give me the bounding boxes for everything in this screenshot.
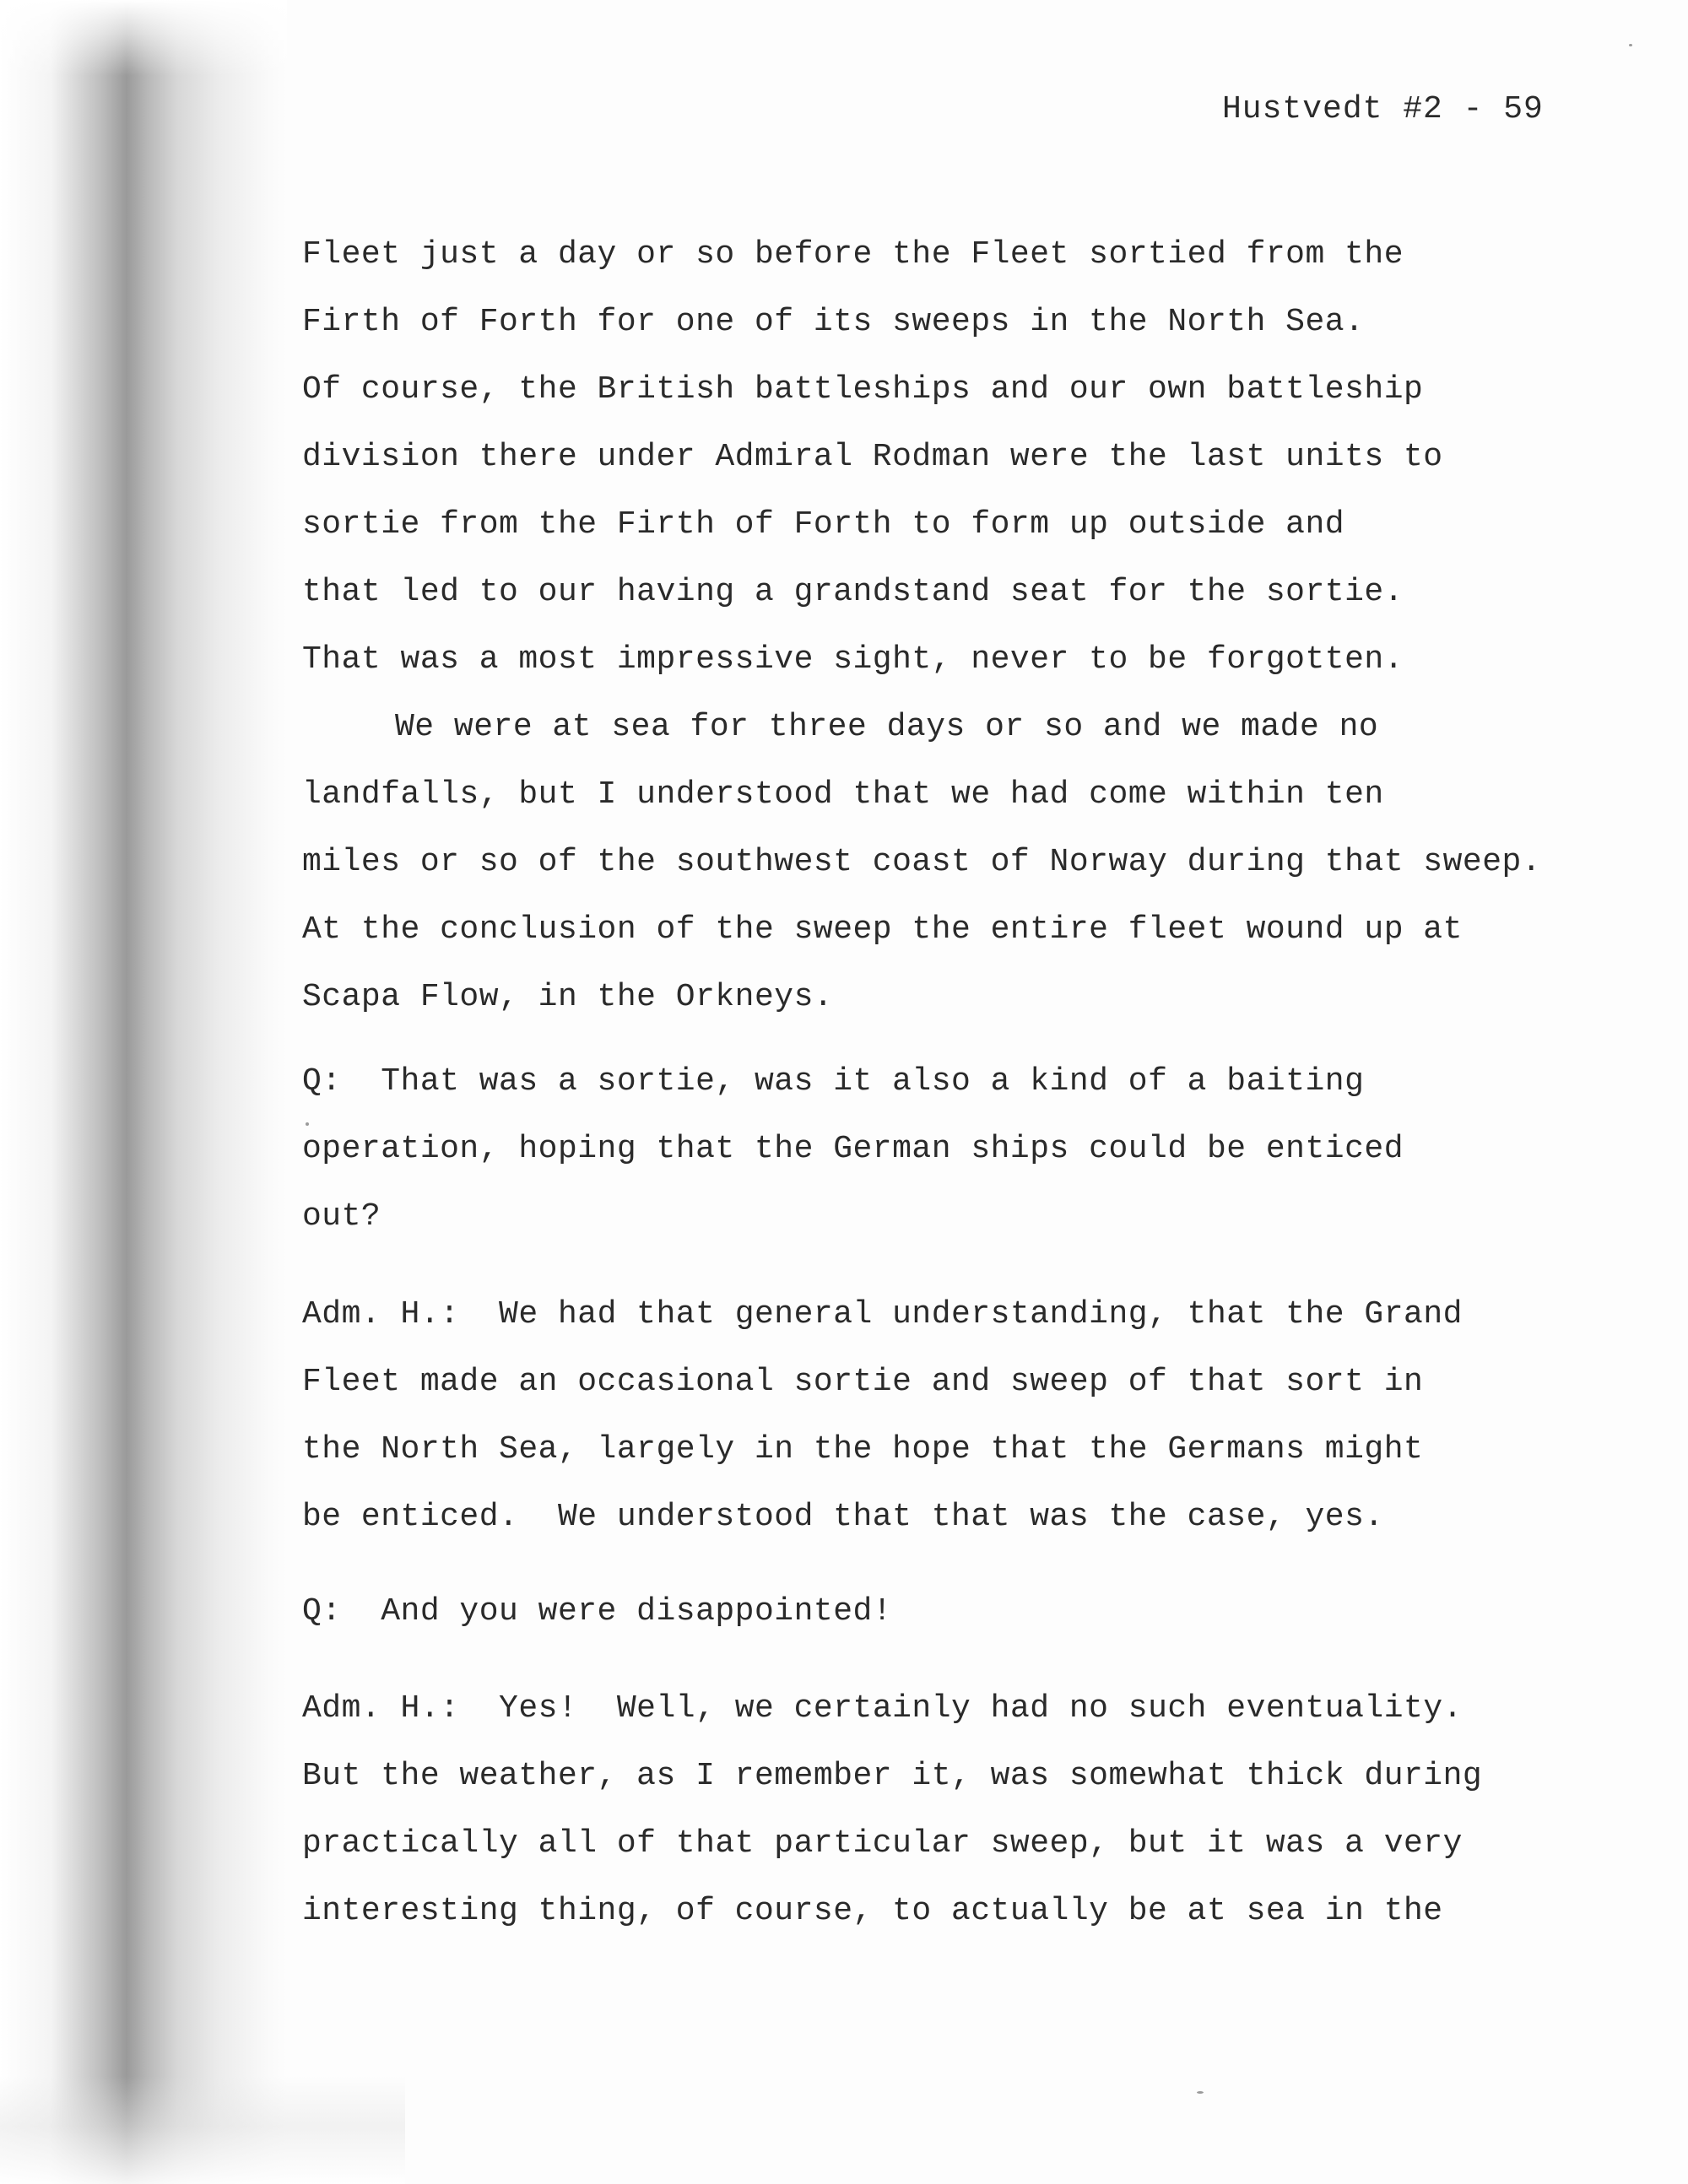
text-line: Scapa Flow, in the Orkneys. [302, 979, 834, 1015]
speaker-label: Adm. H.: [302, 1690, 460, 1727]
text-line: practically all of that particular sweep, but it was a very [302, 1825, 1463, 1862]
paragraph-question [302, 1048, 1585, 1251]
text-span: That was a sortie, was it also a kind of a baiting [381, 1063, 1365, 1100]
speaker-label: Adm. H.: [302, 1296, 460, 1333]
binding-shadow-bottom [0, 2076, 405, 2184]
text-line: But the weather, as I remember it, was somewhat thick during [302, 1758, 1483, 1794]
text-line: the North Sea, largely in the hope that the Germans might [302, 1431, 1424, 1468]
speaker-label: Q: [302, 1593, 342, 1630]
text-line [302, 1578, 1585, 1646]
text-line: landfalls, but I understood that we had come within ten [302, 776, 1384, 813]
text-line: sortie from the Firth of Forth to form up outside and [302, 506, 1345, 543]
binding-shadow [0, 0, 287, 2184]
text-line: Fleet made an occasional sortie and sweep of that sort in [302, 1364, 1424, 1400]
text-line: At the conclusion of the sweep the entire fleet wound up at [302, 911, 1463, 948]
page-number-header: Hustvedt #2 - 59 [1222, 91, 1544, 127]
paragraph-question [302, 1578, 1585, 1646]
speck-mark [1629, 44, 1632, 46]
text-span: And you were disappointed! [381, 1593, 893, 1630]
text-line: be enticed. We understood that that was the case, yes. [302, 1499, 1384, 1535]
speaker-label: Q: [302, 1063, 342, 1100]
text-line: miles or so of the southwest coast of Norway during that sweep. [302, 844, 1542, 880]
text-line: Firth of Forth for one of its sweeps in the North Sea. [302, 304, 1365, 340]
text-span: We had that general understanding, that the Grand [499, 1296, 1463, 1333]
text-line: We were at sea for three days or so and we made no [395, 709, 1379, 745]
text-line: Fleet just a day or so before the Fleet sortied from the [302, 236, 1404, 273]
text-line: division there under Admiral Rodman were the last units to [302, 439, 1443, 475]
paragraph-answer [302, 1675, 1585, 1945]
text-line: operation, hoping that the German ships could be enticed [302, 1131, 1404, 1167]
paragraph-answer [302, 1281, 1585, 1551]
text-line: that led to our having a grandstand seat for the sortie. [302, 574, 1404, 610]
text-line [302, 1675, 1585, 1743]
paragraph-narrative [302, 221, 1585, 1031]
text-line [302, 1048, 1585, 1116]
text-line: That was a most impressive sight, never to be forgotten. [302, 641, 1404, 678]
text-span: Yes! Well, we certainly had no such eventuality. [499, 1690, 1463, 1727]
text-line: out? [302, 1198, 381, 1235]
text-line: interesting thing, of course, to actually be at sea in the [302, 1893, 1443, 1929]
binding-shadow-top [0, 0, 287, 76]
speck-mark [1197, 2091, 1204, 2094]
text-line [302, 1281, 1585, 1349]
text-line: Of course, the British battleships and our own battleship [302, 371, 1424, 408]
